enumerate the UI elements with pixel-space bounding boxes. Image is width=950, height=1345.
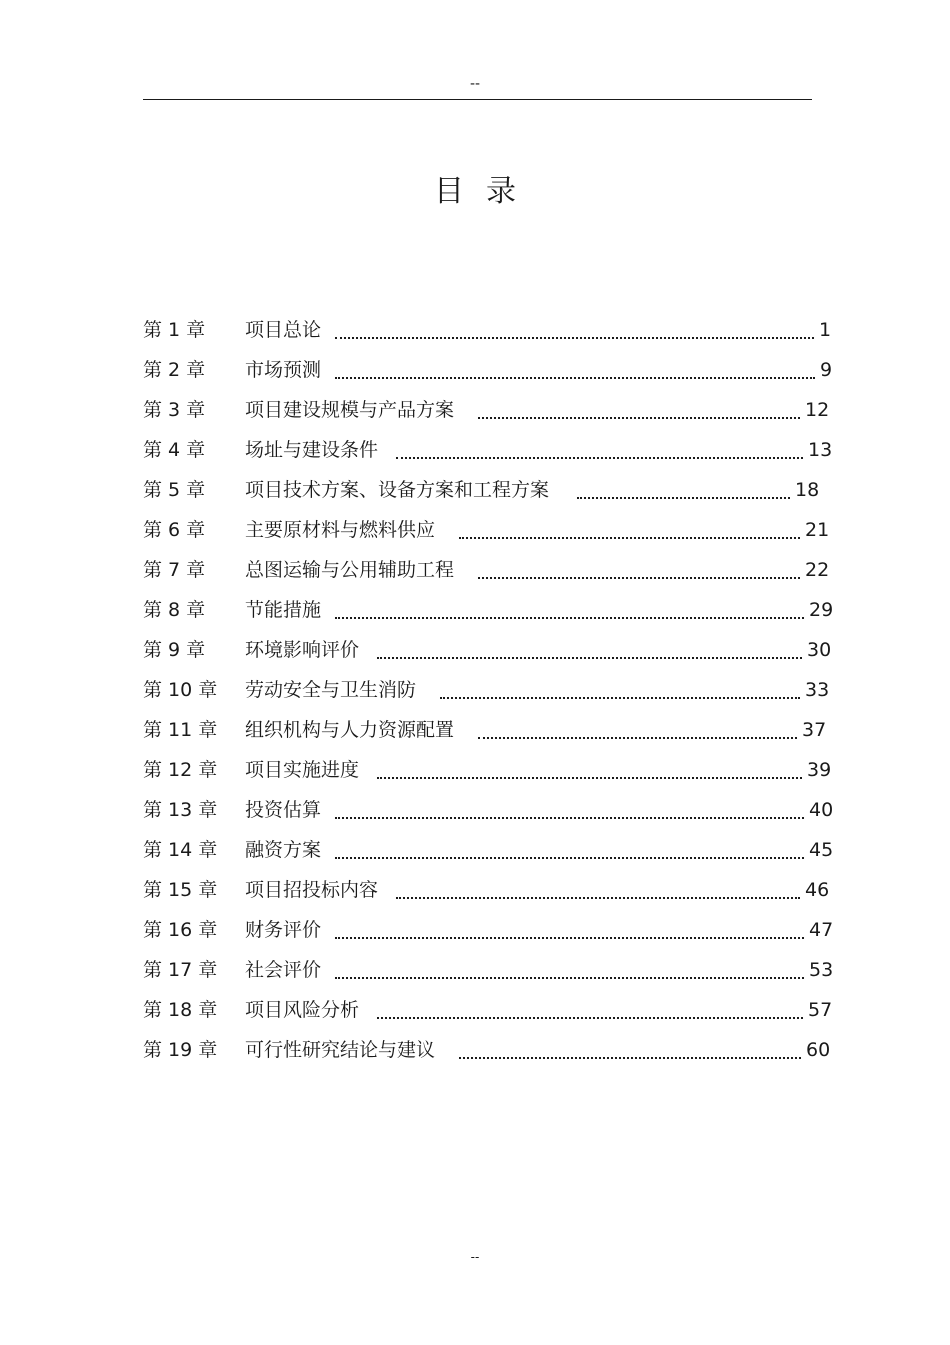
header-rule — [143, 99, 812, 100]
toc-entry[interactable] — [143, 990, 843, 1030]
toc-entry[interactable] — [143, 510, 843, 550]
toc-page-number: 53 — [809, 959, 834, 981]
toc-page-number: 46 — [805, 879, 830, 901]
toc-page-number: 45 — [809, 839, 834, 861]
toc-title: 投资估算 — [245, 799, 322, 821]
toc-leader — [335, 977, 804, 979]
toc-title: 环境影响评价 — [245, 639, 360, 661]
toc-entry[interactable] — [143, 430, 843, 470]
table-of-contents — [143, 310, 843, 1070]
toc-entry[interactable] — [143, 670, 843, 710]
toc-title: 项目建设规模与产品方案 — [245, 399, 455, 421]
toc-page-number: 30 — [807, 639, 832, 661]
toc-page-number: 39 — [807, 759, 832, 781]
toc-title: 融资方案 — [245, 839, 322, 861]
toc-page-number: 47 — [809, 919, 834, 941]
toc-leader — [396, 457, 803, 459]
toc-leader — [577, 497, 790, 499]
toc-page-number: 12 — [805, 399, 830, 421]
page-title: 目录 — [434, 174, 538, 209]
toc-chapter: 第 10 章 — [143, 679, 218, 701]
toc-chapter: 第 12 章 — [143, 759, 218, 781]
toc-entry[interactable] — [143, 630, 843, 670]
toc-chapter: 第 15 章 — [143, 879, 218, 901]
toc-entry[interactable] — [143, 830, 843, 870]
toc-title: 节能措施 — [245, 599, 322, 621]
toc-leader — [335, 337, 814, 339]
toc-leader — [478, 577, 800, 579]
toc-leader — [335, 937, 804, 939]
toc-title: 项目风险分析 — [245, 999, 360, 1021]
toc-chapter: 第 2 章 — [143, 359, 206, 381]
toc-page-number: 57 — [808, 999, 833, 1021]
toc-leader — [335, 857, 804, 859]
toc-page-number: 21 — [805, 519, 830, 541]
toc-leader — [335, 617, 804, 619]
toc-chapter: 第 8 章 — [143, 599, 206, 621]
toc-title: 主要原材料与燃料供应 — [245, 519, 436, 541]
toc-page-number: 18 — [795, 479, 820, 501]
toc-chapter: 第 13 章 — [143, 799, 218, 821]
toc-title: 可行性研究结论与建议 — [245, 1039, 436, 1061]
toc-chapter: 第 5 章 — [143, 479, 206, 501]
toc-title: 项目总论 — [245, 319, 322, 341]
toc-entry[interactable] — [143, 470, 843, 510]
toc-chapter: 第 3 章 — [143, 399, 206, 421]
toc-entry[interactable] — [143, 950, 843, 990]
toc-title: 项目技术方案、设备方案和工程方案 — [245, 479, 550, 501]
toc-title: 市场预测 — [245, 359, 322, 381]
toc-page-number: 29 — [809, 599, 834, 621]
toc-title: 财务评价 — [245, 919, 322, 941]
toc-page-number: 9 — [820, 359, 833, 381]
toc-chapter: 第 1 章 — [143, 319, 206, 341]
toc-chapter: 第 18 章 — [143, 999, 218, 1021]
toc-page-number: 37 — [802, 719, 827, 741]
toc-entry[interactable] — [143, 550, 843, 590]
toc-chapter: 第 14 章 — [143, 839, 218, 861]
toc-entry[interactable] — [143, 710, 843, 750]
toc-leader — [377, 777, 802, 779]
header-mark: -- — [469, 76, 481, 92]
toc-leader — [440, 697, 800, 699]
toc-entry[interactable] — [143, 750, 843, 790]
toc-page-number: 1 — [819, 319, 832, 341]
toc-title: 总图运输与公用辅助工程 — [245, 559, 455, 581]
toc-leader — [459, 537, 800, 539]
toc-leader — [377, 657, 802, 659]
toc-title: 项目实施进度 — [245, 759, 360, 781]
toc-chapter: 第 16 章 — [143, 919, 218, 941]
toc-leader — [335, 817, 804, 819]
toc-chapter: 第 9 章 — [143, 639, 206, 661]
toc-page-number: 33 — [805, 679, 830, 701]
toc-chapter: 第 19 章 — [143, 1039, 218, 1061]
toc-chapter: 第 6 章 — [143, 519, 206, 541]
toc-chapter: 第 17 章 — [143, 959, 218, 981]
toc-title: 组织机构与人力资源配置 — [245, 719, 455, 741]
toc-chapter: 第 11 章 — [143, 719, 218, 741]
toc-title: 社会评价 — [245, 959, 322, 981]
toc-entry[interactable] — [143, 1030, 843, 1070]
toc-entry[interactable] — [143, 590, 843, 630]
toc-entry[interactable] — [143, 790, 843, 830]
toc-page-number: 60 — [806, 1039, 831, 1061]
toc-leader — [377, 1017, 803, 1019]
toc-entry[interactable] — [143, 870, 843, 910]
toc-entry[interactable] — [143, 390, 843, 430]
toc-leader — [478, 417, 800, 419]
toc-leader — [459, 1057, 801, 1059]
toc-page-number: 40 — [809, 799, 834, 821]
toc-leader — [478, 737, 797, 739]
toc-title: 劳动安全与卫生消防 — [245, 679, 417, 701]
toc-chapter: 第 7 章 — [143, 559, 206, 581]
toc-entry[interactable] — [143, 910, 843, 950]
toc-entry[interactable] — [143, 310, 843, 350]
footer-mark: -- — [470, 1250, 480, 1264]
toc-title: 项目招投标内容 — [245, 879, 379, 901]
toc-page-number: 13 — [808, 439, 833, 461]
toc-page-number: 22 — [805, 559, 830, 581]
toc-title: 场址与建设条件 — [245, 439, 379, 461]
toc-chapter: 第 4 章 — [143, 439, 206, 461]
toc-leader — [396, 897, 800, 899]
toc-entry[interactable] — [143, 350, 843, 390]
toc-leader — [335, 377, 815, 379]
